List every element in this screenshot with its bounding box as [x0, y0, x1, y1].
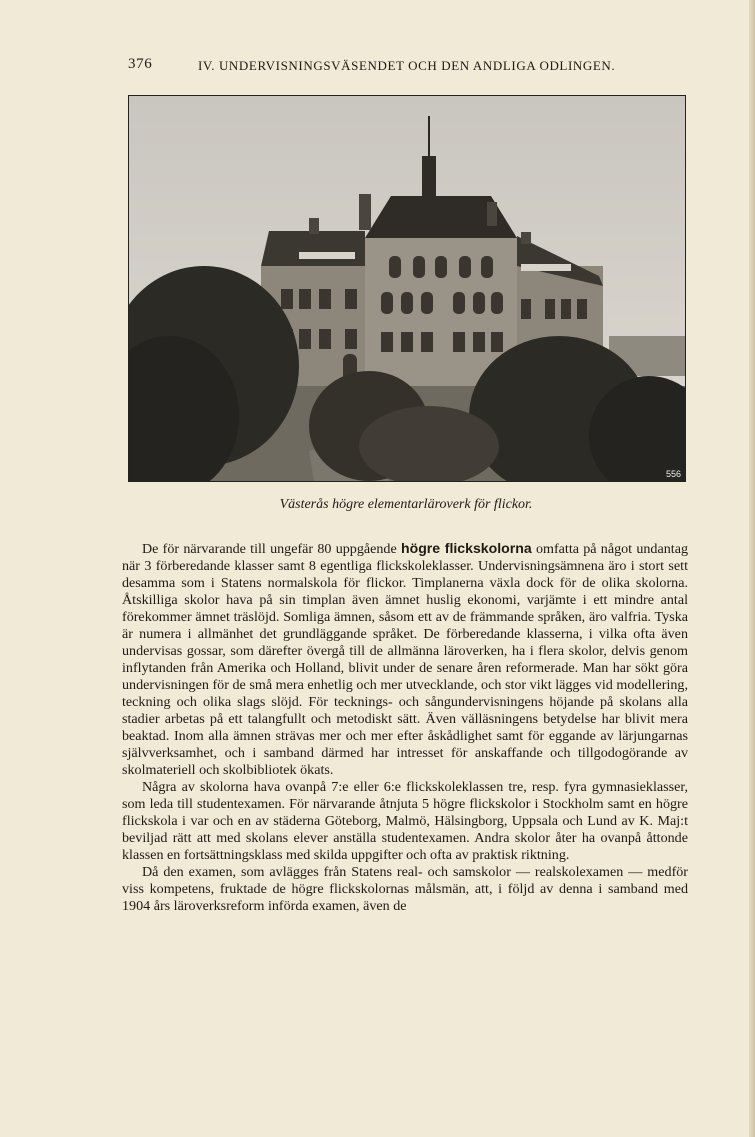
paragraph-text: omfatta på något undantag när 3 förberedande klasser samt 8 egentliga flickskoleklasser. Undervisningsämnena äro i stort sett desamma som i Statens normalskola för flickor. Timplanerna växla dock för de olika skolorna. Åtskilliga skolor hava på sin timplan även ämnet huslig ekonomi, varjämte i ett mindre antal förekommer ämnet träslöjd. Somliga ämnen, såsom ett av de främmande språken, äro valfria. Tyska är numera i allmänhet det grundläggande språket. De förberedande klasserna, i vilka ofta även undervisas gossar, som därefter övergå till de allmänna läroverken, ha i flera skolor, delvis genom inflytanden från Amerika och Holland, blivit under de senare åren reformerade. Man har sökt göra undervisningen för de små mera enhetlig och mer utvecklande, och stor vikt lägges vid modellering, teckning och olika slags slöjd. För tecknings- och sångundervisningens höjande på skolans alla stadier arbetas på ett talangfullt och metodiskt sätt. Även välläsningens betydelse har blivit mera beaktad. Inom alla ämnen strävas mer och mer efter åskådlighet samt för eggande av lärjungarnas självverksamhet, och i samband därmed har intresset för anskaffande och tillgodogörande av skolmateriell och skolbibliotek ökats. [122, 541, 688, 778]
running-title: IV. UNDERVISNINGSVÄSENDET OCH DEN ANDLIGA ODLINGEN. [198, 58, 616, 73]
emphasis-term: högre flickskolorna [400, 540, 532, 556]
page-number: 376 [128, 56, 153, 72]
paragraph [122, 540, 688, 779]
paragraph: Då den examen, som avlägges från Statens real- och samskolor — realskolexamen — medför viss kompetens, fruktade de högre flickskolornas målsmän, att, i följd av denna i samband med 1904 års läroverksreform införda examen, även de [122, 864, 688, 914]
building-illustration [129, 96, 685, 481]
running-header [128, 56, 688, 76]
page-edge [749, 0, 755, 1137]
plate-number: 556 [665, 469, 681, 479]
paragraph: Några av skolorna hava ovanpå 7:e eller 6:e flickskoleklassen tre, resp. fyra gymnasieklasser, som leda till studentexamen. För närvarande åtnjuta 5 högre flickskolor i Stockholm samt en högre flickskola i var och en av städerna Göteborg, Malmö, Hälsingborg, Uppsala och Lund av K. Maj:t beviljad rätt att med skolans elever anställa studentexamen. Andra skolor åter ha ovanpå åttonde klassen en fortsättningsklass med skilda uppgifter och ofta av praktisk riktning. [122, 779, 688, 863]
figure-caption: Västerås högre elementarläroverk för flickor. [279, 497, 533, 512]
school-building-photo [128, 95, 686, 482]
paragraph-text: De för närvarande till ungefär 80 uppgående [142, 541, 401, 557]
body-text [122, 540, 688, 915]
